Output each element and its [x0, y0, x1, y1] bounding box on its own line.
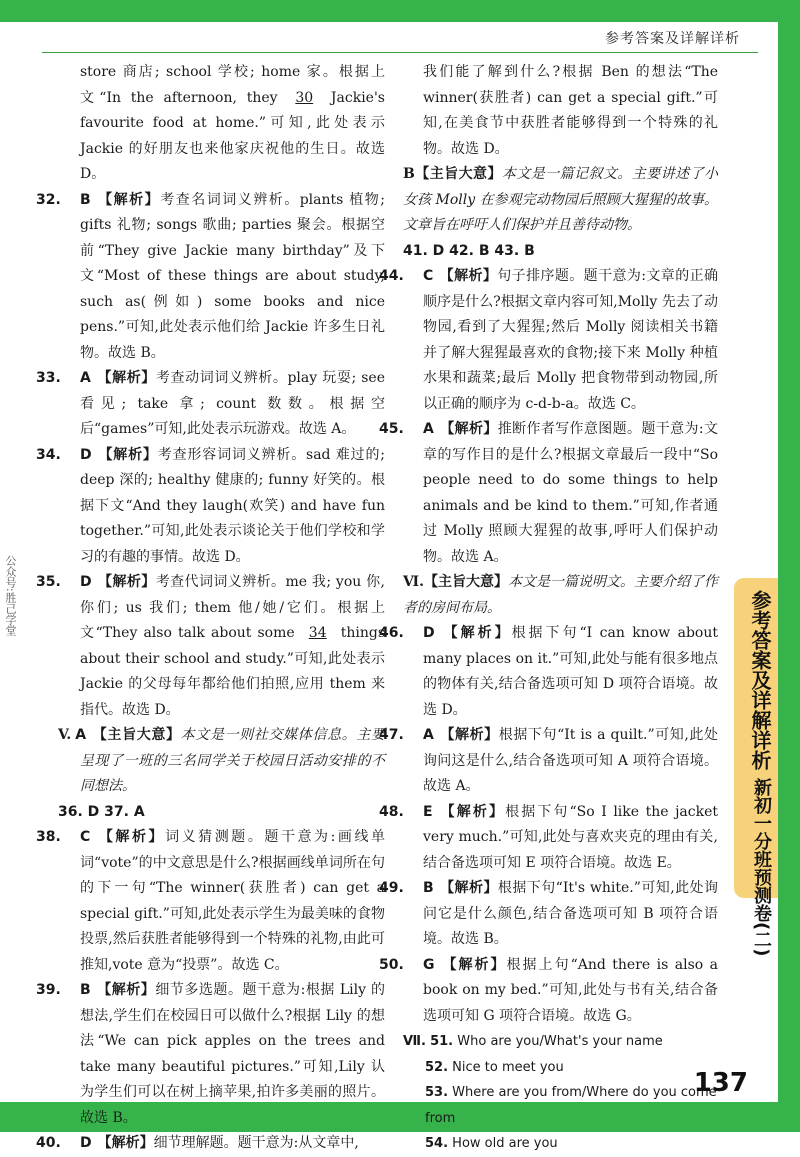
- answer-item-34: 34. D 【解析】考查形容词词义辨析。sad 难过的; deep 深的; healthy 健康的; funny 好笑的。根据下文“And they laugh(欢笑) and have fun together.”可知,此处表示谈论关于他们学校和学习的有趣的事情。故选 D。: [36, 446, 385, 565]
- answer-item-47: 47. A 【解析】根据下句“It is a quilt.”可知,此处询问这是什么,结合备选项可知 A 项符合语境。故选 A。: [379, 727, 718, 794]
- watermark: 公众号:胜己学堂: [4, 555, 17, 636]
- answer-item-38: 38. C 【解析】词义猜测题。题干意为:画线单词“vote”的中文意思是什么?根据画线单词所在句的下一句“The winner(获胜者) can get a special gift.”可知,此处表示学生为最美味的食物投票,然后获胜者能够得到一个特殊的礼物,由此可推知,vote 意为“投票”。故选 C。: [36, 829, 386, 973]
- top-green-border: [0, 0, 800, 22]
- intro-paragraph: store 商店; school 学校; home 家。根据上文“In the afternoon, they 30 Jackie's favourite food at home.”可知,此处表示 Jackie 的好朋友也来他家庆祝他的生日。故选 D。: [80, 64, 385, 182]
- section-7-answers: [403, 1029, 718, 1157]
- answer-item-46: 46. D 【解析】根据下句“I can know about many places on it.”可知,此处与能有很多地点的物体有关,结合备选项可知 D 项符合语境。故选 D。: [379, 625, 718, 718]
- right-column: [379, 60, 719, 1157]
- short-answers-41-43: 41. D 42. B 43. B: [403, 242, 535, 259]
- answer-item-53: 53. Where are you from/Where do you come from: [425, 1085, 717, 1126]
- answer-item-54: 54. How old are you: [425, 1136, 558, 1151]
- side-tab-title: 参考答案及详解详析: [748, 590, 772, 770]
- section-b-summary: B【主旨大意】本文是一篇记叙文。主要讲述了小女孩 Molly 在参观完动物园后照顾大猩猩的故事。文章旨在呼吁人们保护并且善待动物。: [403, 166, 719, 233]
- short-answers-36-37: 36. D 37. A: [58, 803, 145, 820]
- blank: 34: [308, 625, 327, 641]
- answer-item-33: 33. A 【解析】考查动词词义辨析。play 玩耍; see 看见; take 拿; count 数数。根据空后“games”可知,此处表示玩游戏。故选 A。: [36, 370, 385, 437]
- answer-item-49: 49. B 【解析】根据下句“It's white.”可知,此处询问它是什么颜色,结合备选项可知 B 项符合语境。故选 B。: [379, 880, 718, 947]
- section-6-summary: Ⅵ.【主旨大意】本文是一篇说明文。主要介绍了作者的房间布局。: [403, 574, 719, 616]
- answer-item-32: 32. B 【解析】考查名词词义辨析。plants 植物; gifts 礼物; songs 歌曲; parties 聚会。根据空前“They give Jackie many birthday”及下文“Most of these things are about study, such as(例如) some books and nice pens.”可知,此处表示他们给 Jackie 许多生日礼物。故选 B。: [36, 191, 386, 361]
- left-column: [36, 60, 386, 1157]
- continuation-paragraph: 我们能了解到什么?根据 Ben 的想法“The winner(获胜者) can get a special gift.”可知,在美食节中获胜者能够得到一个特殊的礼物。故选 D。: [423, 64, 718, 157]
- answer-item-44: 44. C 【解析】句子排序题。题干意为:文章的正确顺序是什么?根据文章内容可知,Molly 先去了动物园,看到了大猩猩;然后 Molly 阅读相关书籍并了解大猩猩最喜欢的食物;接下来 Molly 种植水果和蔬菜;最后 Molly 把食物带到动物园,所以正确的顺序为 c-d-b-a。故选 C。: [379, 268, 718, 412]
- answer-item-40: 40. D 【解析】细节理解题。题干意为:从文章中,: [36, 1135, 359, 1151]
- side-tab-subtitle: 新初一分班预测卷(二): [751, 778, 772, 957]
- answer-item-35: 35. D 【解析】考查代词词义辨析。me 我; you 你,你们; us 我们; them 他/她/它们。根据上文“They also talk about some 34 things about their school and study.”可知,此处表示 Jackie 的父母每年都给他们拍照,应用 them 来指代。故选 D。: [36, 574, 386, 718]
- section-5-summary: V. A 【主旨大意】本文是一则社交媒体信息。主要呈现了一班的三名同学关于校园日活动安排的不同想法。: [58, 727, 386, 794]
- answer-item-45: 45. A 【解析】推断作者写作意图题。题干意为:文章的写作目的是什么?根据文章最后一段中“So people need to do some things to help animals and be kind to them.”可知,作者通过 Molly 照顾大猩猩的故事,呼吁人们保护动物。故选 A。: [379, 421, 718, 565]
- right-green-border: [778, 0, 800, 1132]
- page-number: 137: [693, 1068, 748, 1098]
- answer-item-48: 48. E 【解析】根据下句“So I like the jacket very much.”可知,此处与喜欢夹克的理由有关,结合备选项可知 E 项符合语境。故选 E。: [379, 803, 718, 871]
- answer-item-51: Ⅶ. 51. Who are you/What's your name: [403, 1034, 663, 1049]
- answer-item-39: 39. B 【解析】细节多选题。题干意为:根据 Lily 的想法,学生们在校园日可以做什么?根据 Lily 的想法“We can pick apples on the trees and take many beautiful pictures.”可知,Lily 认为学生们可以在树上摘苹果,拍许多美丽的照片。故选 B。: [36, 982, 386, 1126]
- header-divider: [42, 52, 758, 53]
- answer-item-50: 50. G 【解析】根据上句“And there is also a book on my bed.”可知,此处与书有关,结合备选项可知 G 项符合语境。故选 G。: [379, 956, 719, 1024]
- answer-item-52: 52. Nice to meet you: [425, 1059, 564, 1075]
- blank: 30: [295, 89, 314, 106]
- page-header: 参考答案及详解详析: [605, 31, 740, 47]
